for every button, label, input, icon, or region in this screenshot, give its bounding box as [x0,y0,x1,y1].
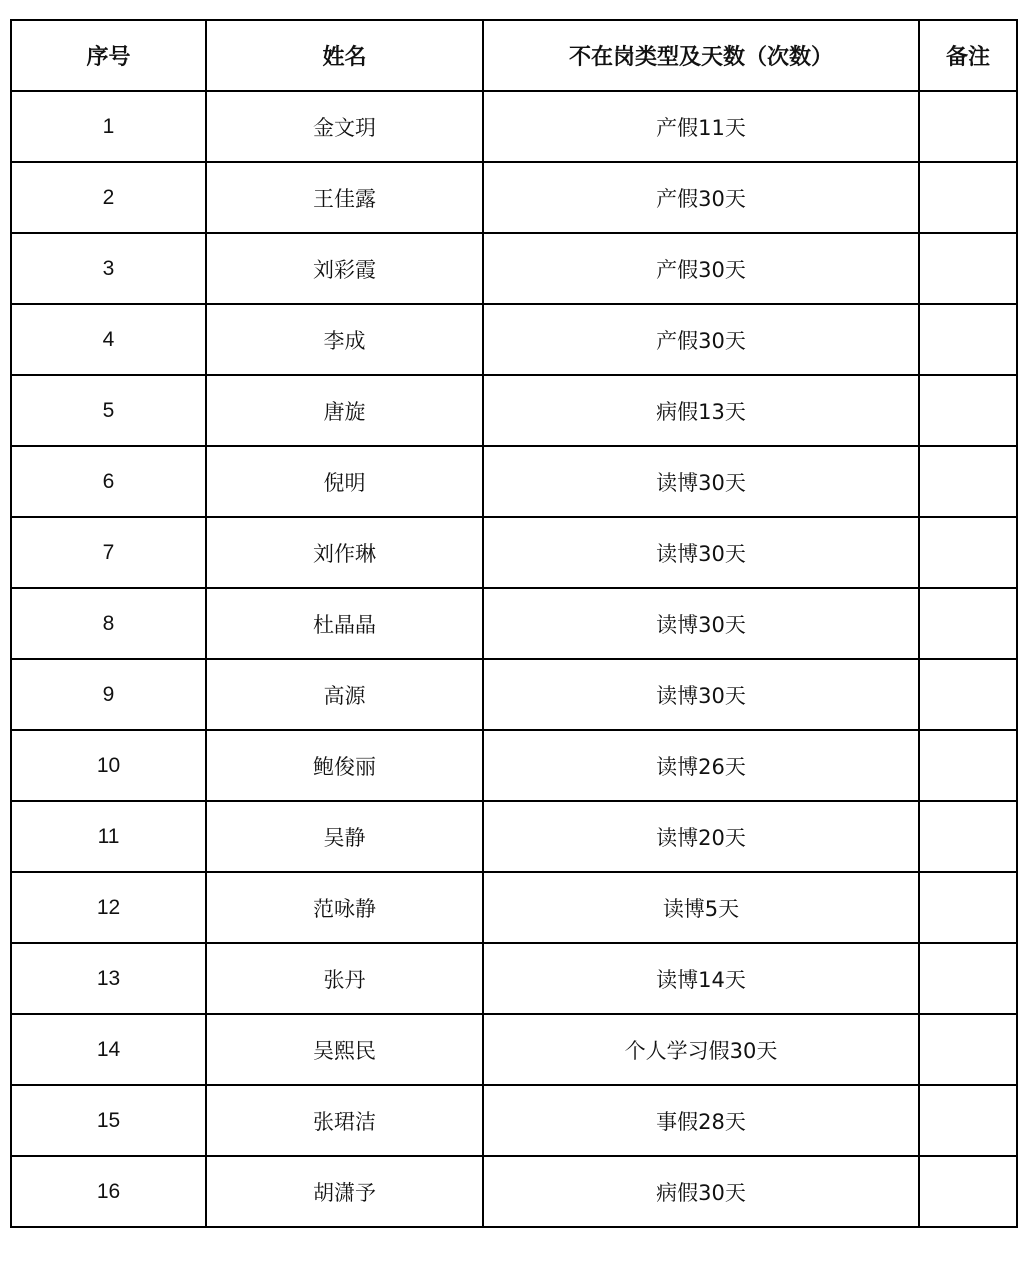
cell-name: 高源 [206,659,483,730]
cell-absence: 读博30天 [483,588,919,659]
cell-remark [919,162,1017,233]
cell-serial-number: 9 [11,659,206,730]
table-row [11,1014,1017,1085]
cell-name: 范咏静 [206,872,483,943]
cell-serial-number: 11 [11,801,206,872]
cell-absence: 产假11天 [483,91,919,162]
table-row [11,233,1017,304]
cell-name: 刘彩霞 [206,233,483,304]
table-row [11,517,1017,588]
cell-absence: 读博14天 [483,943,919,1014]
cell-name: 王佳露 [206,162,483,233]
cell-serial-number: 5 [11,375,206,446]
cell-serial-number: 3 [11,233,206,304]
cell-remark [919,659,1017,730]
cell-remark [919,730,1017,801]
cell-serial-number: 15 [11,1085,206,1156]
table-row [11,801,1017,872]
table-row [11,730,1017,801]
cell-absence: 读博20天 [483,801,919,872]
cell-absence: 产假30天 [483,162,919,233]
table-row [11,659,1017,730]
cell-name: 吴静 [206,801,483,872]
cell-remark [919,588,1017,659]
cell-serial-number: 10 [11,730,206,801]
cell-serial-number: 14 [11,1014,206,1085]
cell-serial-number: 13 [11,943,206,1014]
document-page [10,19,1018,1228]
cell-absence: 病假30天 [483,1156,919,1227]
cell-remark [919,801,1017,872]
table-row [11,446,1017,517]
cell-serial-number: 16 [11,1156,206,1227]
table-row [11,162,1017,233]
cell-serial-number: 4 [11,304,206,375]
table-row [11,588,1017,659]
cell-absence: 读博30天 [483,446,919,517]
header-name: 姓名 [206,20,483,91]
cell-absence: 产假30天 [483,233,919,304]
table-row [11,304,1017,375]
cell-name: 杜晶晶 [206,588,483,659]
cell-absence: 产假30天 [483,304,919,375]
cell-absence: 事假28天 [483,1085,919,1156]
cell-remark [919,91,1017,162]
cell-name: 金文玥 [206,91,483,162]
cell-name: 张丹 [206,943,483,1014]
table-row [11,375,1017,446]
absence-table [10,19,1018,1228]
cell-serial-number: 2 [11,162,206,233]
table-row [11,1156,1017,1227]
cell-remark [919,304,1017,375]
table-row [11,943,1017,1014]
cell-remark [919,872,1017,943]
cell-serial-number: 7 [11,517,206,588]
cell-absence: 病假13天 [483,375,919,446]
header-serial-number: 序号 [11,20,206,91]
table-row [11,91,1017,162]
cell-absence: 读博26天 [483,730,919,801]
cell-serial-number: 8 [11,588,206,659]
cell-absence: 个人学习假30天 [483,1014,919,1085]
cell-remark [919,1156,1017,1227]
cell-remark [919,1085,1017,1156]
cell-remark [919,375,1017,446]
cell-name: 李成 [206,304,483,375]
cell-name: 吴熙民 [206,1014,483,1085]
cell-remark [919,943,1017,1014]
cell-name: 刘作琳 [206,517,483,588]
cell-name: 唐旋 [206,375,483,446]
cell-name: 胡潇予 [206,1156,483,1227]
header-absence-type-days: 不在岗类型及天数（次数） [483,20,919,91]
cell-remark [919,233,1017,304]
cell-absence: 读博30天 [483,659,919,730]
cell-remark [919,517,1017,588]
cell-remark [919,446,1017,517]
cell-serial-number: 1 [11,91,206,162]
cell-remark [919,1014,1017,1085]
cell-absence: 读博30天 [483,517,919,588]
cell-name: 倪明 [206,446,483,517]
table-header-row [11,20,1017,91]
cell-absence: 读博5天 [483,872,919,943]
cell-serial-number: 6 [11,446,206,517]
header-remarks: 备注 [919,20,1017,91]
table-row [11,1085,1017,1156]
cell-name: 张珺洁 [206,1085,483,1156]
cell-serial-number: 12 [11,872,206,943]
table-row [11,872,1017,943]
cell-name: 鲍俊丽 [206,730,483,801]
